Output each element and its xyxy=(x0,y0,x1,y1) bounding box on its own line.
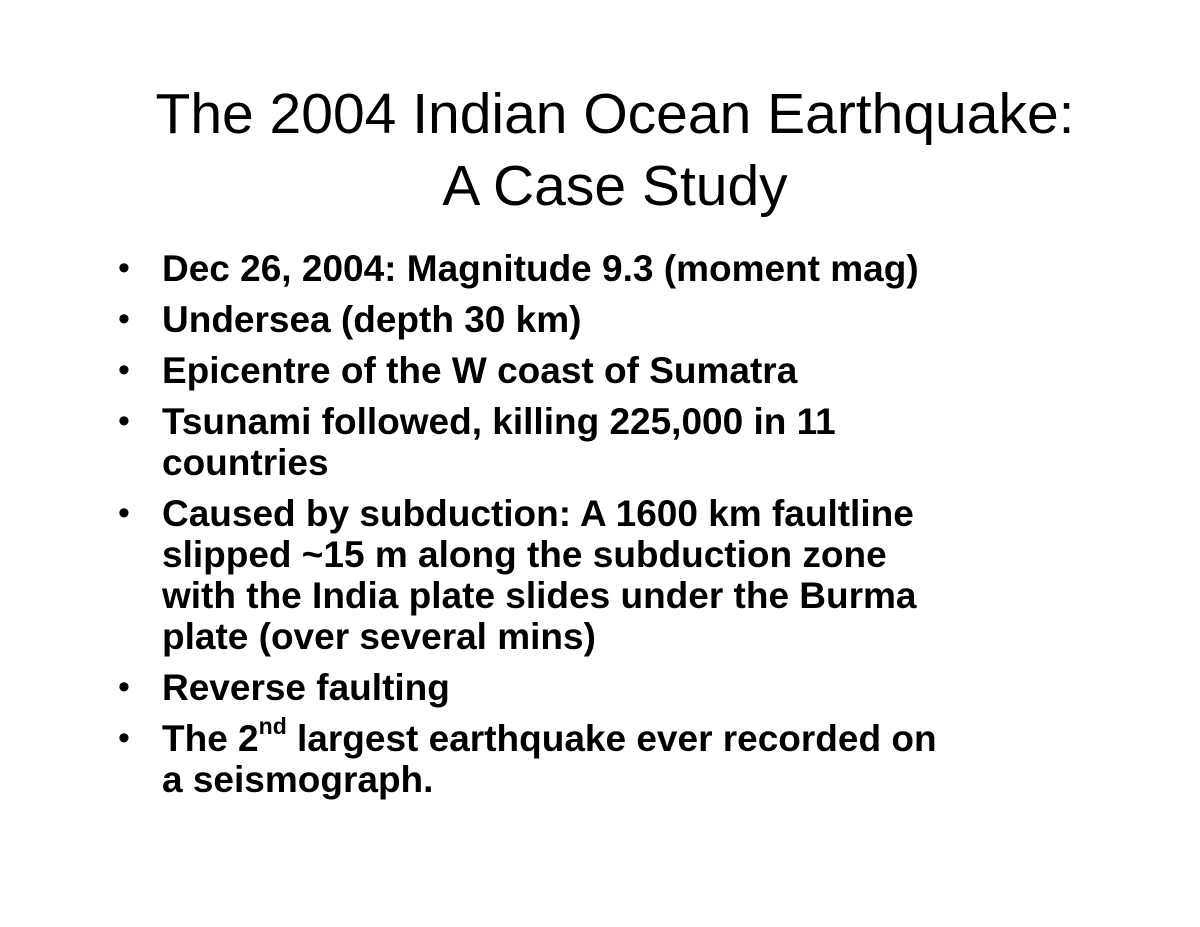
slide-title xyxy=(0,78,1200,222)
bullet-text-line-1: Tsunami followed, killing 225,000 in 11 xyxy=(162,401,836,442)
bullet-item-date xyxy=(118,248,1128,289)
bullet-text-line-2: a seismograph. xyxy=(162,759,434,800)
bullet-item-tsunami xyxy=(118,401,1128,483)
bullet-text-line-4: plate (over several mins) xyxy=(162,616,596,657)
bullet-text-suffix: largest earthquake ever recorded on xyxy=(286,718,937,759)
bullet-list xyxy=(118,248,1128,810)
bullet-icon: • xyxy=(118,402,130,440)
bullet-item-largest xyxy=(118,712,1128,800)
bullet-text-line-2: slipped ~15 m along the subduction zone xyxy=(162,534,887,575)
bullet-text-line-1: Caused by subduction: A 1600 km faultline xyxy=(162,493,914,534)
ordinal-superscript: nd xyxy=(258,712,287,739)
bullet-text-line-1 xyxy=(162,712,1128,759)
bullet-icon: • xyxy=(118,494,130,532)
bullet-icon: • xyxy=(118,719,130,757)
bullet-text-prefix: The 2 xyxy=(162,718,259,759)
bullet-text: Dec 26, 2004: Magnitude 9.3 (moment mag) xyxy=(162,248,919,289)
title-line-1: The 2004 Indian Ocean Earthquake: xyxy=(155,82,1075,146)
bullet-text-line-2: countries xyxy=(162,442,329,483)
bullet-icon: • xyxy=(118,351,130,389)
bullet-icon: • xyxy=(118,300,130,338)
bullet-item-faulting xyxy=(118,667,1128,708)
bullet-item-epicentre xyxy=(118,350,1128,391)
bullet-item-depth xyxy=(118,299,1128,340)
bullet-text: Reverse faulting xyxy=(162,667,450,708)
title-line-2: A Case Study xyxy=(442,154,788,218)
bullet-text: Undersea (depth 30 km) xyxy=(162,299,582,340)
bullet-text-line-3: with the India plate slides under the Burma xyxy=(162,575,917,616)
bullet-icon: • xyxy=(118,668,130,706)
bullet-text: Epicentre of the W coast of Sumatra xyxy=(162,350,798,391)
bullet-icon: • xyxy=(118,249,130,287)
bullet-item-subduction xyxy=(118,493,1128,657)
